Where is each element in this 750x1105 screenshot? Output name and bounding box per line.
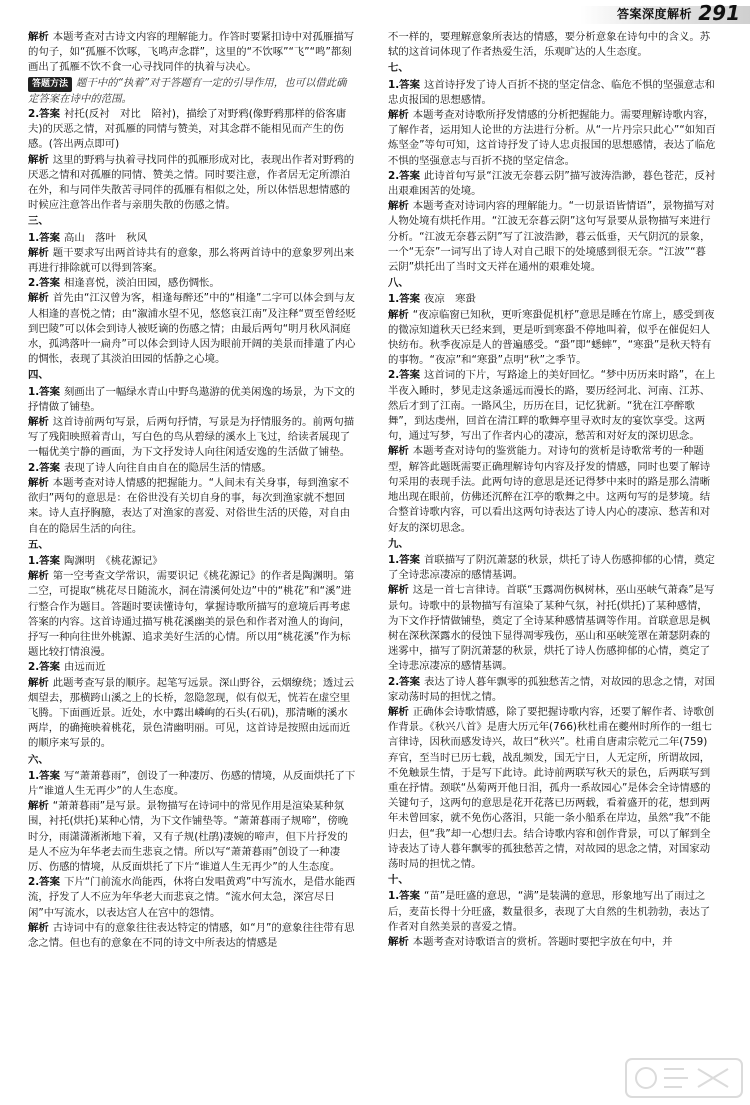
page-header xyxy=(0,0,750,28)
paragraph-label: 1.答案 xyxy=(388,78,420,91)
answer-paragraph xyxy=(28,246,356,276)
answer-paragraph xyxy=(388,583,716,674)
paragraph-text: 古诗词中有的意象往往表达特定的情感，如“月”的意象往往带有思念之情。但也有的意象在不同的诗文中所表达的情感是 xyxy=(28,921,355,949)
answer-paragraph xyxy=(28,291,356,367)
paragraph-label: 解析 xyxy=(388,445,409,458)
paragraph-label: 2.答案 xyxy=(28,277,60,290)
answer-paragraph xyxy=(28,799,356,875)
paragraph-text: 首先由“江汉曾为客，相逢每醉还”中的“相逢”二字可以体会到与友人相逢的喜悦之情；由“溆浦水望不见，悠悠哀江南”及注释“贾至曾经贬到巴陵”可以体会到诗人被贬谪的伤感之情；由最后两句“明月秋风洞庭水，孤鸿落叶一扁舟”可以体会到诗人因为眼前开阔的美景而排遣了内心的惆怅，表现了其淡泊田园的恬静之心境。 xyxy=(28,292,356,366)
watermark-logo xyxy=(624,1055,744,1101)
section-number: 三、 xyxy=(28,215,49,228)
answer-paragraph xyxy=(28,231,356,246)
paragraph-text: 此诗首句写景“江波无奈暮云阴”描写波涛浩渺，暮色苍茫，反衬出艰难困苦的处境。 xyxy=(388,169,716,198)
paragraph-text: 高山 落叶 秋风 xyxy=(63,231,148,244)
paragraph-text: 夜凉 寒蛩 xyxy=(423,293,476,306)
paragraph-text: 表达了诗人暮年飘零的孤独愁苦之情，对故园的思念之情，对国家动荡时局的担忧之情。 xyxy=(388,675,715,703)
answer-paragraph xyxy=(28,660,356,675)
paragraph-text: 首联描写了阴沉萧瑟的秋景，烘托了诗人伤感抑郁的心情，奠定了全诗悲凉凄凉的感情基调。 xyxy=(388,553,715,582)
answer-paragraph xyxy=(388,308,716,369)
paragraph-text: 刻画出了一幅绿水青山中野鸟遨游的优美闲逸的场景，为下文的抒情做了铺垫。 xyxy=(28,385,355,413)
paragraph-text: 此题考查写景的顺序。起笔写远景。深山野谷，云烟缭绕；透过云烟望去，那横跨山溪之上的长桥，忽隐忽现，似有似无，恍若在虚空里飞腾。下面画近景。近处，水中露出嶙峋的石头(石矶)，那清晰的溪水两岸，的确掩映着桃花，景色清幽明丽。可见，这首诗是按照由远而近的顺序来写景的。 xyxy=(28,676,355,750)
paragraph-label: 1.答案 xyxy=(28,231,60,244)
tip-paragraph xyxy=(28,76,356,107)
paragraph-text: 本题考查对诗歌所抒发情感的分析把握能力。需要理解诗歌内容，了解作者，运用知人论世的方法进行分析。从“一片丹宗只此心”“如知百炼坚金”等句可知，这首诗抒发了诗人忠贞报国的思想感情，表达了临危不惧的坚强意志与百折不挠的坚定信念。 xyxy=(388,109,716,167)
paragraph-label: 解析 xyxy=(388,308,409,321)
answer-paragraph xyxy=(28,415,356,461)
paragraph-text: 衬托(反衬 对比 陪衬)，描绘了对野鸦(像野鸦那样的俗客庸夫)的厌恶之情，对孤雁的同情与赞美，对其念群不能相见而产生的伤感。(答出两点即可) xyxy=(28,108,347,151)
paragraph-label: 1.答案 xyxy=(28,385,60,398)
right-column xyxy=(388,30,716,950)
paragraph-text: 正确体会诗歌情感，除了要把握诗歌内容，还要了解作者、诗歌创作背景。《秋兴八首》是唐大历元年(766)秋杜甫在夔州时所作的一组七言律诗，因秋而感发诗兴，故曰“秋兴”。杜甫自唐肃宗乾元二年(759)弃官，至当时已历七载，战乱频发，国无宁日，人无定所，所谓故园，不免触景生情，于是写下此诗。此诗前两联写秋天的景色，后两联写到重在抒情。颈联“丛菊两开他日泪，孤舟一系故园心”是体会全诗情感的关键句子，这两句的意思是花开花落已历两载，看着盛开的花，想到两年未曾回家，就不免伤心落泪，只能一条小船系在岸边，虽然“我”不能归去，但“我”却一心想归去。结合诗歌内容和创作背景，可以了解到全诗表达了诗人暮年飘零的孤独愁苦之情，对故园的思念之情，对国家动荡时局的担忧之情。 xyxy=(388,705,715,870)
answer-paragraph xyxy=(388,292,716,307)
paragraph-label: 2.答案 xyxy=(388,675,420,688)
paragraph-label: 解析 xyxy=(28,416,49,429)
paragraph-text: 第一空考查文学常识，需要识记《桃花源记》的作者是陶渊明。第二空，可提取“桃花尽日随流水，洞在清溪何处边”中的“桃花”和“溪”进行整合作为题目。答题时要读懂诗句，掌握诗歌所描写的意境后再考虑答案的内容。这首诗通过描写桃花溪幽美的景色和作者对渔人的询问，抒写一种向往世外桃源、追求美好生活的心情。所以用“桃花溪”作为标题比较打情浪漫。 xyxy=(28,570,355,659)
paragraph-label: 解析 xyxy=(388,584,409,597)
paragraph-label: 解析 xyxy=(28,921,49,934)
paragraph-text: 写“萧萧暮雨”，创设了一种凄厉、伤感的情境，从反面烘托了下片“谁道人生无再少”的人生态度。 xyxy=(28,769,356,797)
answer-paragraph xyxy=(28,875,356,921)
paragraph-text: 题干要求写出两首诗共有的意象，那么将两首诗中的意象罗列出来再进行排除就可以得到答案。 xyxy=(28,246,355,275)
answer-paragraph xyxy=(388,368,716,444)
page-number: 291 xyxy=(698,1,740,25)
section-number: 九、 xyxy=(388,537,409,550)
paragraph-text: 下片“门前流水尚能西，休将白发唱黄鸡”中写流水，是借水能西流，抒发了人不应为年华老大而悲哀之情。“流水何太急，深宫尽日闲”中写流水，以表达宫人在宫中的怨情。 xyxy=(28,876,356,919)
answer-paragraph xyxy=(28,921,356,951)
paragraph-text: 本题考查对诗歌语言的赏析。答题时要把字放在句中，并 xyxy=(412,935,673,948)
answer-paragraph xyxy=(28,554,356,569)
section-number: 五、 xyxy=(28,538,49,551)
paragraph-text: 本题考查对诗人情感的把握能力。“人间未有关身事，每到渔家不欲归”两句的意思是：在俗世没有关切自身的事，每次到渔家就不想回来。诗人直抒胸臆，表达了对渔家的喜爱、对俗世生活的厌倦，对自由自在的隐居生活的向往。 xyxy=(28,476,351,535)
paragraph-label: 解析 xyxy=(28,676,49,689)
paragraph-label: 解析 xyxy=(28,292,49,305)
paragraph-label: 1.答案 xyxy=(388,293,420,306)
paragraph-label: 2.答案 xyxy=(388,369,420,382)
paragraph-label: 2.答案 xyxy=(28,461,60,474)
paragraph-text: 相逢喜悦，淡泊田园，感伤惆怅。 xyxy=(63,277,220,290)
paragraph-label: 1.答案 xyxy=(388,553,420,566)
paragraph-label: 2.答案 xyxy=(28,876,60,889)
paragraph-label: 解析 xyxy=(388,200,409,213)
paragraph-text: 本题考查对古诗文内容的理解能力。作答时要紧扣诗中对孤雁描写的句子，如“孤雁不饮啄，飞鸣声念群”，这里的“不饮啄”“飞”“鸣”都刻画出了孤雁不饮不食一心寻找同伴的执着与决心。 xyxy=(28,31,355,74)
paragraph-text: 这首词的下片，写路途上的美好回忆。“梦中历历来时路”，在上半夜入睡时，梦见走这条遥远而漫长的路，要历经河北、河南、江苏、然后才到了江南。一路风尘，历历在目，记忆犹新。“犹在江亭醉歌舞”，到达虔州，回首在清江畔的歌舞亭里寻欢时友的宴饮享受。这两句，通过写梦，写出了作者内心的凄凉，愁苦和对好友的深切思念。 xyxy=(388,369,716,443)
paragraph-label: 2.答案 xyxy=(28,108,60,121)
answer-paragraph xyxy=(388,78,716,108)
paragraph-text: 这是一首七言律诗。首联“玉露凋伤枫树林，巫山巫峡气萧森”是写景句。诗歌中的景物描写有渲染了某种气氛，衬托(烘托)了某种感情，为下文作抒情做铺垫，奠定了全诗某种感情基调等作用。首联意思是枫树在深秋深露水的侵蚀下显得凋零残伤，巫山和巫峡笼罩在萧瑟阴森的迷雾中，描写了阴沉萧瑟的秋景，烘托了诗人伤感抑郁的心情，奠定了全诗悲凉凄凉的感情基调。 xyxy=(388,584,715,673)
paragraph-text: 这首诗抒发了诗人百折不挠的坚定信念、临危不惧的坚强意志和忠贞报国的思想感情。 xyxy=(388,78,715,106)
answer-paragraph xyxy=(28,676,356,752)
paragraph-label: 2.答案 xyxy=(28,661,60,674)
header-title: 答案深度解析 xyxy=(616,7,692,21)
section-number: 六、 xyxy=(28,753,49,766)
paragraph-label: 解析 xyxy=(28,246,49,259)
paragraph-text: 不一样的，要理解意象所表达的情感，要分析意象在诗句中的含义。苏轼的这首词体现了作者热爱生活，乐观旷达的人生态度。 xyxy=(388,31,711,59)
tip-badge: 答题方法 xyxy=(28,77,72,92)
answer-paragraph xyxy=(388,675,716,705)
tip-text: 题干中的“执着”对于答题有一定的引导作用，也可以借此确定答案在诗中的范围。 xyxy=(28,76,347,105)
paragraph-label: 解析 xyxy=(388,935,409,948)
answer-paragraph xyxy=(28,30,356,76)
answer-paragraph xyxy=(388,935,716,950)
paragraph-text: 表现了诗人向往自由自在的隐居生活的情感。 xyxy=(63,461,272,474)
answer-paragraph xyxy=(388,108,716,169)
left-column xyxy=(28,30,356,951)
answer-paragraph xyxy=(388,30,716,60)
answer-paragraph xyxy=(28,769,356,799)
paragraph-label: 解析 xyxy=(388,705,409,718)
paragraph-label: 解析 xyxy=(28,476,49,489)
answer-paragraph xyxy=(28,461,356,476)
paragraph-label: 1.答案 xyxy=(388,890,420,903)
paragraph-label: 解析 xyxy=(388,109,409,122)
paragraph-text: 陶渊明 《桃花源记》 xyxy=(63,554,163,567)
answer-paragraph xyxy=(28,569,356,660)
paragraph-label: 解析 xyxy=(28,800,49,813)
answer-paragraph xyxy=(388,169,716,199)
paragraph-label: 1.答案 xyxy=(28,554,60,567)
answer-paragraph xyxy=(388,553,716,583)
paragraph-label: 1.答案 xyxy=(28,769,60,782)
answer-paragraph xyxy=(28,385,356,415)
paragraph-text: “夜凉临窗已知秋，更听寒蛩促机杼”意思是睡在竹席上，感受到夜的微凉知道秋天已经来到，更是听到寒蛩不停地叫着，似乎在催促妇人快纺布。秋季夜凉是人的普遍感受。“蛩”即“蟋蟀”，“寒蛩”是秋天特有的事物。“夜凉”和“寒蛩”点明“秋”之季节。 xyxy=(388,308,715,367)
answer-paragraph xyxy=(388,889,716,935)
section-number: 十、 xyxy=(388,874,409,887)
answer-paragraph xyxy=(388,705,716,872)
section-number: 八、 xyxy=(388,277,409,290)
section-number: 七、 xyxy=(388,62,409,75)
paragraph-text: 由远而近 xyxy=(63,661,106,674)
paragraph-text: 这里的野鸦与执着寻找同伴的孤雁形成对比，表现出作者对野鸦的厌恶之情和对孤雁的同情、赞美之情。同时要注意，作者居无定所漂泊在外，和与同伴失散苦寻同伴的孤雁有相似之处，所以体悟思想情感的时候应注意答出作者与亲朋失散的伤感之情。 xyxy=(28,153,355,212)
paragraph-label: 解析 xyxy=(28,570,49,583)
answer-paragraph xyxy=(388,199,716,275)
paragraph-text: 这首诗前两句写景，后两句抒情，写景是为抒情服务的。前两句描写了残阳映照着青山，写白色的鸟从碧绿的溪水上飞过，给读者展现了一幅优美宁静的画面，为下文抒发诗人向往闲适安逸的生活做了铺垫。 xyxy=(28,416,355,459)
paragraph-label: 解析 xyxy=(28,31,49,43)
answer-paragraph xyxy=(28,476,356,537)
answer-paragraph xyxy=(28,276,356,291)
paragraph-text: “萧萧暮雨”是写景。景物描写在诗词中的常见作用是渲染某种氛围，衬托(烘托)某种心情，为下文作铺垫等。“萧萧暮雨子规啼”，傍晚时分，雨潇潇淅淅地下着，又有子规(杜鹃)凄婉的啼声，但下片抒发的是人不应为年华老去而生悲哀之情。所以写“萧萧暮雨”创设了一种凄厉、伤感的情境，从反面烘托了下片“谁道人生无再少”的人生态度。 xyxy=(28,800,349,873)
paragraph-text: 本题考查对诗词内容的理解能力。“一切景语皆情语”，景物描写对人物处境有烘托作用。“江波无奈暮云阴”这句写景要从景物描写来进行分析。“江波无奈暮云阴”写了江波浩渺，暮云低垂，天气阴沉的景象，一个“无奈”一词写出了诗人对自己眼下的处境感到很无奈。“江波”“暮云阴”烘托出了当时文天祥在通州的艰难处境。 xyxy=(388,200,715,274)
paragraph-label: 2.答案 xyxy=(388,169,420,182)
answer-paragraph xyxy=(28,107,356,153)
section-number: 四、 xyxy=(28,369,49,382)
answer-paragraph xyxy=(388,444,716,535)
paragraph-label: 解析 xyxy=(28,153,49,166)
answer-paragraph xyxy=(28,153,356,214)
paragraph-text: 本题考查对诗句的鉴赏能力。对诗句的赏析是诗歌常考的一种题型，解答此题既需要正确理解诗句内容及抒发的情感，同时也要了解诗句采用的表现手法。此两句诗的意思是还记得梦中来时的路是那么清晰地出现在眼前，仿佛还沉醉在江亭的歌舞之中。这两句写的是梦境。结合整首诗歌内容，可以看出这两句诗表达了诗人内心的凄凉、愁苦和对好友的深切思念。 xyxy=(388,445,711,534)
paragraph-text: “苗”是旺盛的意思，“满”是装满的意思，形象地写出了雨过之后，麦苗长得十分旺盛，数量很多，表现了大自然的生机勃勃，表达了作者对自然美景的喜爱之情。 xyxy=(388,890,711,933)
